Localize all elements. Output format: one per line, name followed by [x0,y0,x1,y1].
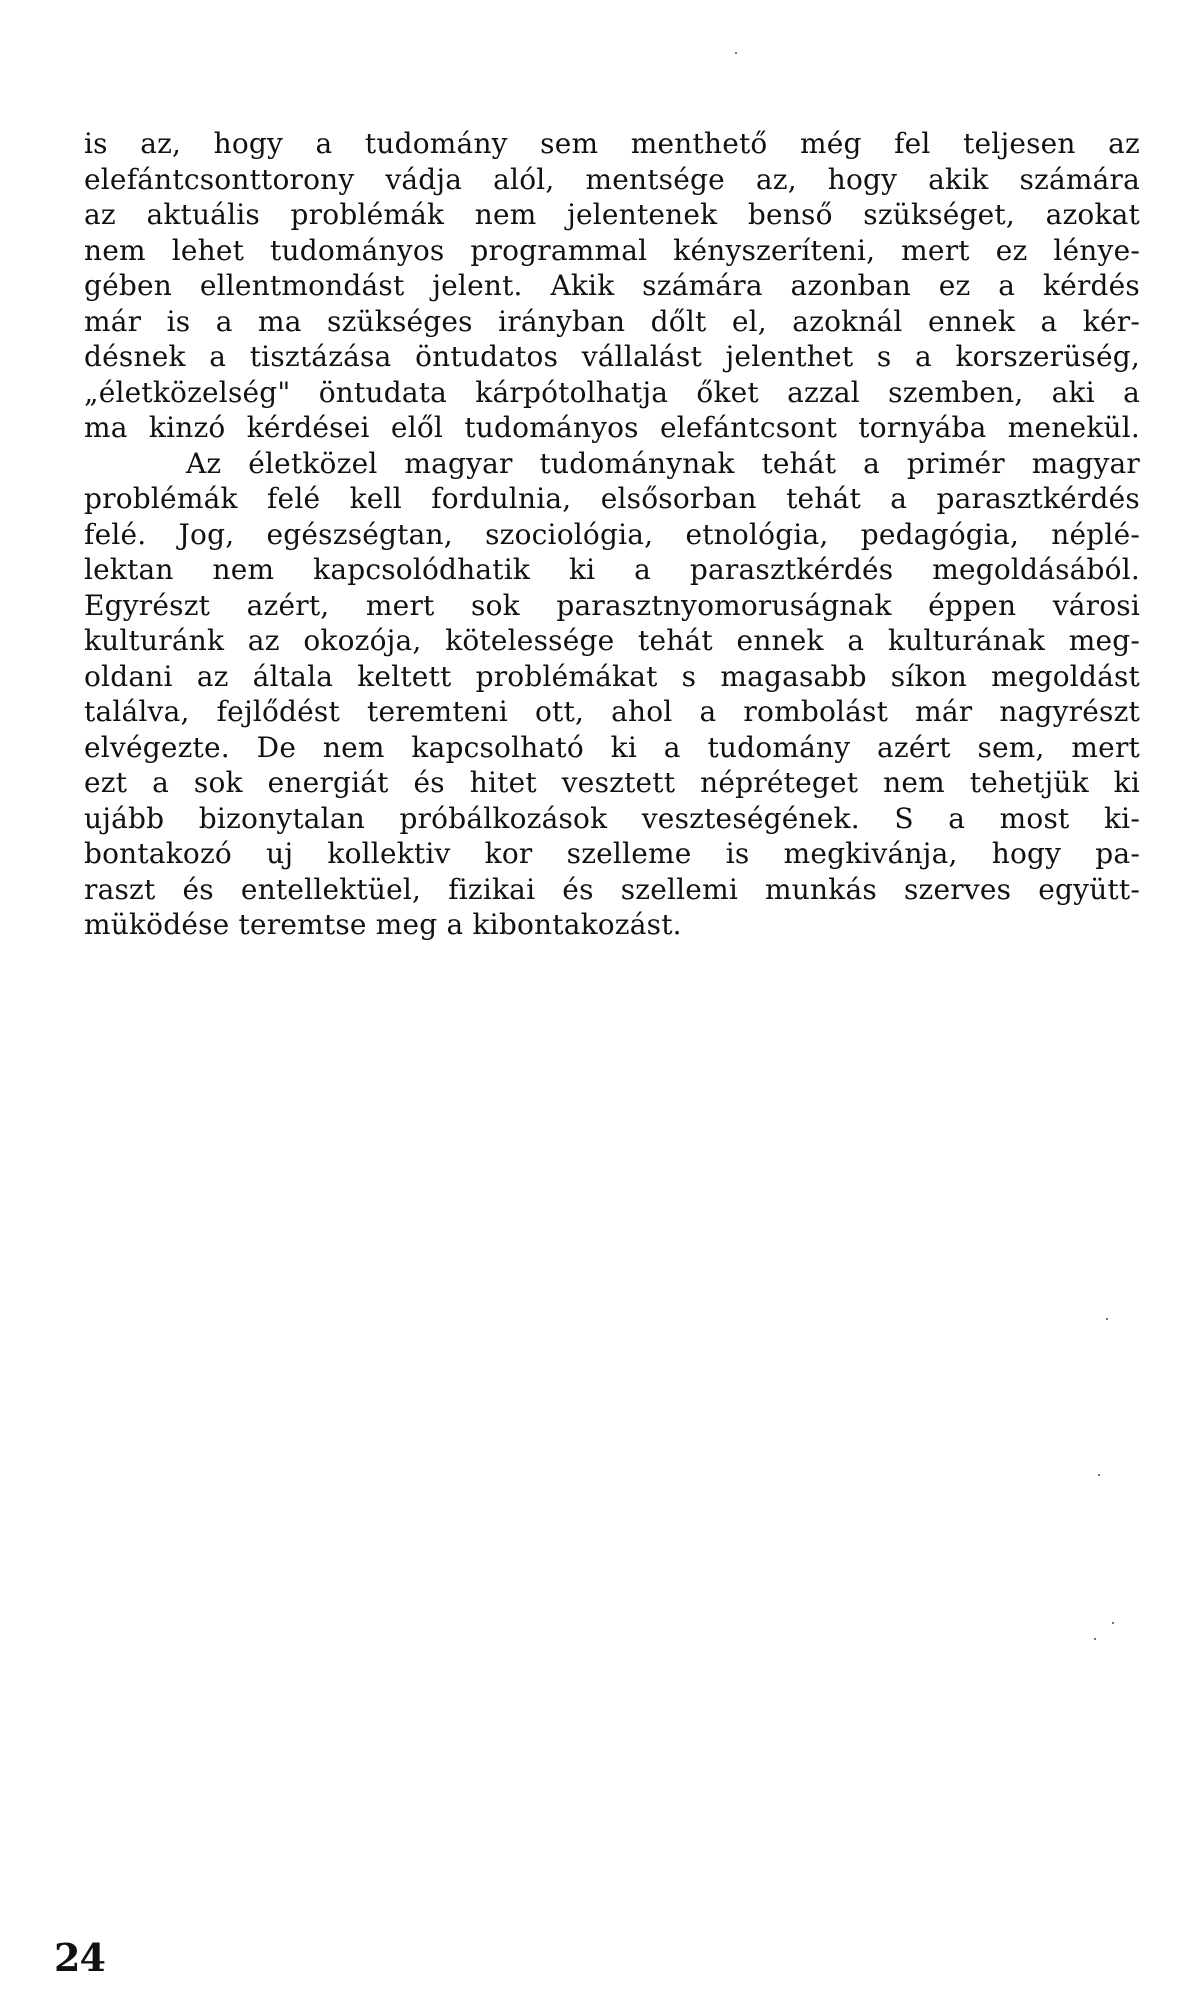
text-line: désnek a tisztázása öntudatos vállalást jelenthet s a korszerüség, [84,340,1140,373]
text-line: is az, hogy a tudomány sem menthető még fel teljesen az [84,127,1140,160]
text-line: elefántcsonttorony vádja alól, mentsége az, hogy akik számára [84,162,1140,196]
text-line: kulturánk az okozója, kötelessége tehát ennek a kulturának meg- [84,624,1140,657]
text-line: az aktuális problémák nem jelentenek benső szükséget, azokat [84,198,1140,231]
text-line: oldani az általa keltett problémákat s magasabb síkon megoldást [84,659,1140,693]
text-line: felé. Jog, egészségtan, szociológia, etnológia, pedagógia, néplé- [84,517,1140,551]
scan-speck [1106,1318,1108,1320]
scan-speck [1112,1622,1114,1624]
body-text [84,126,1140,943]
text-line: „életközelség" öntudata kárpótolhatja őket azzal szemben, aki a [84,375,1140,409]
text-line: ezt a sok energiát és hitet vesztett népréteget nem tehetjük ki [84,766,1140,799]
text-line: gében ellentmondást jelent. Akik számára azonban ez a kérdés [84,269,1140,302]
text-line: problémák felé kell fordulnia, elsősorban tehát a parasztkérdés [84,482,1140,515]
scan-speck [735,52,737,54]
scan-speck [1098,1474,1100,1476]
paragraph-start-line: Az életközel magyar tudománynak tehát a primér magyar [186,446,1140,480]
text-line: raszt és entellektüel, fizikai és szellemi munkás szerves együtt- [84,872,1140,906]
text-line: már is a ma szükséges irányban dőlt el, azoknál ennek a kér- [84,304,1140,338]
page-number: 24 [54,1935,105,1980]
scan-speck [1094,1638,1096,1640]
text-line: ujább bizonytalan próbálkozások veszteségének. S a most ki- [84,801,1140,835]
text-line: találva, fejlődést teremteni ott, ahol a rombolást már nagyrészt [84,695,1140,728]
text-line: elvégezte. De nem kapcsolható ki a tudomány azért sem, mert [84,730,1140,764]
text-line: bontakozó uj kollektiv kor szelleme is megkivánja, hogy pa- [84,837,1140,870]
text-line: Egyrészt azért, mert sok parasztnyomoruságnak éppen városi [84,588,1140,622]
text-line: ma kinzó kérdései elől tudományos elefántcsont tornyába menekül. [84,411,1140,444]
text-line: nem lehet tudományos programmal kényszeríteni, mert ez lénye- [84,233,1140,267]
text-line: lektan nem kapcsolódhatik ki a parasztkérdés megoldásából. [84,553,1140,586]
text-line-last: müködése teremtse meg a kibontakozást. [84,908,682,941]
